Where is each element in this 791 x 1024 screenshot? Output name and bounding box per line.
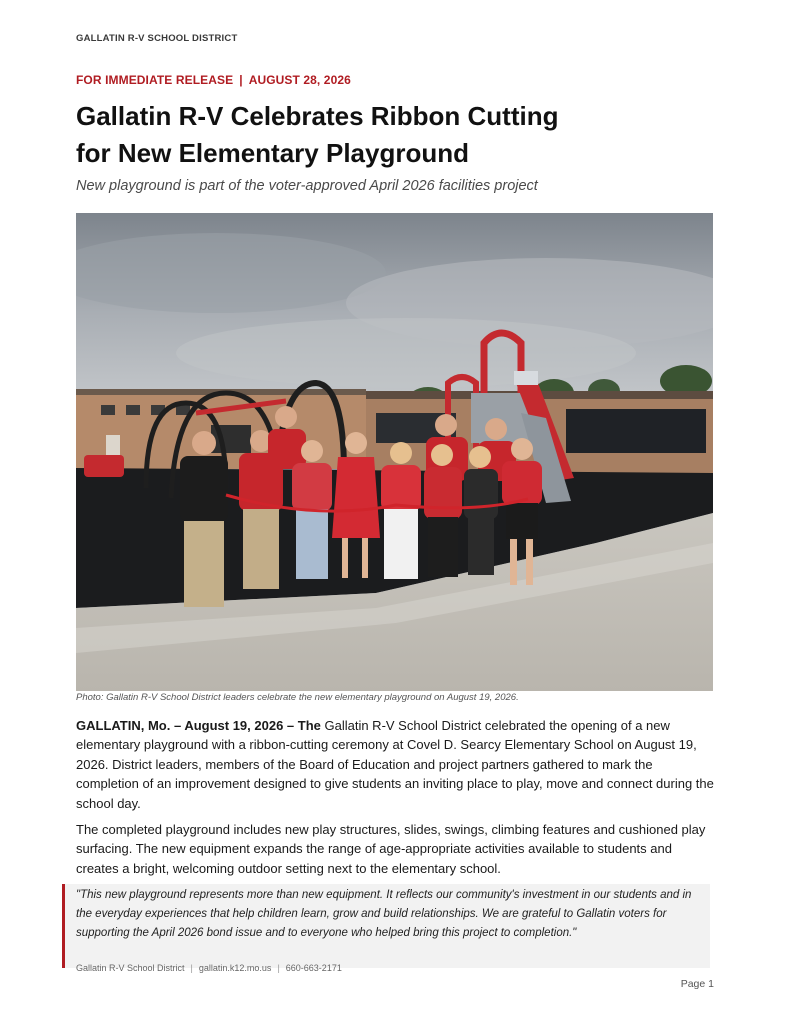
release-date: AUGUST 28, 2026 xyxy=(248,73,351,87)
headline xyxy=(76,98,636,172)
ribbon-cutting-photo xyxy=(76,213,713,691)
page-footer xyxy=(76,963,342,973)
body-paragraph-2: The completed playground includes new play structures, slides, swings, climbing features and cushioned play surfacing. The new equipment expands the range of age-appropriate activities available to students and creates a bright, welcoming outdoor setting next to the elementary school. xyxy=(76,822,706,876)
footer-org: Gallatin R-V School District xyxy=(76,963,185,973)
photo-caption: Photo: Gallatin R-V School District leaders celebrate the new elementary playground on August 19, 2026. xyxy=(76,692,519,703)
footer-website: gallatin.k12.mo.us xyxy=(198,963,272,973)
subheadline: New playground is part of the voter-approved April 2026 facilities project xyxy=(76,178,538,194)
footer-separator-2: | xyxy=(277,963,280,973)
headline-line-2: for New Elementary Playground xyxy=(76,138,469,168)
page-number: Page 1 xyxy=(680,978,714,990)
paragraph-1-text: Gallatin R-V School District celebrated the opening of a new elementary playground with a ribbon-cutting ceremony at Covel D. Searcy Elementary School on August 19, 2026. District leaders, members of the Board of Education and project partners gathered to mark the completion of an improvement designed to give students an inviting place to play, move and connect during the school day. xyxy=(76,718,714,811)
release-line xyxy=(76,73,351,87)
release-label: FOR IMMEDIATE RELEASE xyxy=(76,73,234,87)
quote-accent-bar xyxy=(62,884,65,968)
footer-separator-1: | xyxy=(190,963,193,973)
headline-line-1: Gallatin R-V Celebrates Ribbon Cutting xyxy=(76,101,559,131)
release-separator: | xyxy=(239,73,243,87)
pull-quote: "This new playground represents more than new equipment. It reflects our community's investment in our students and in the everyday experiences that help children learn, grow and build relationships. We are grateful to Gallatin voters for supporting the April 2026 bond issue and to everyone who helped bring this project to completion." xyxy=(76,889,692,939)
footer-phone: 660-663-2171 xyxy=(285,963,342,973)
district-header: GALLATIN R-V SCHOOL DISTRICT xyxy=(76,33,238,44)
dateline: GALLATIN, Mo. – August 19, 2026 – The xyxy=(76,718,321,733)
body-paragraph-1 xyxy=(76,716,716,813)
